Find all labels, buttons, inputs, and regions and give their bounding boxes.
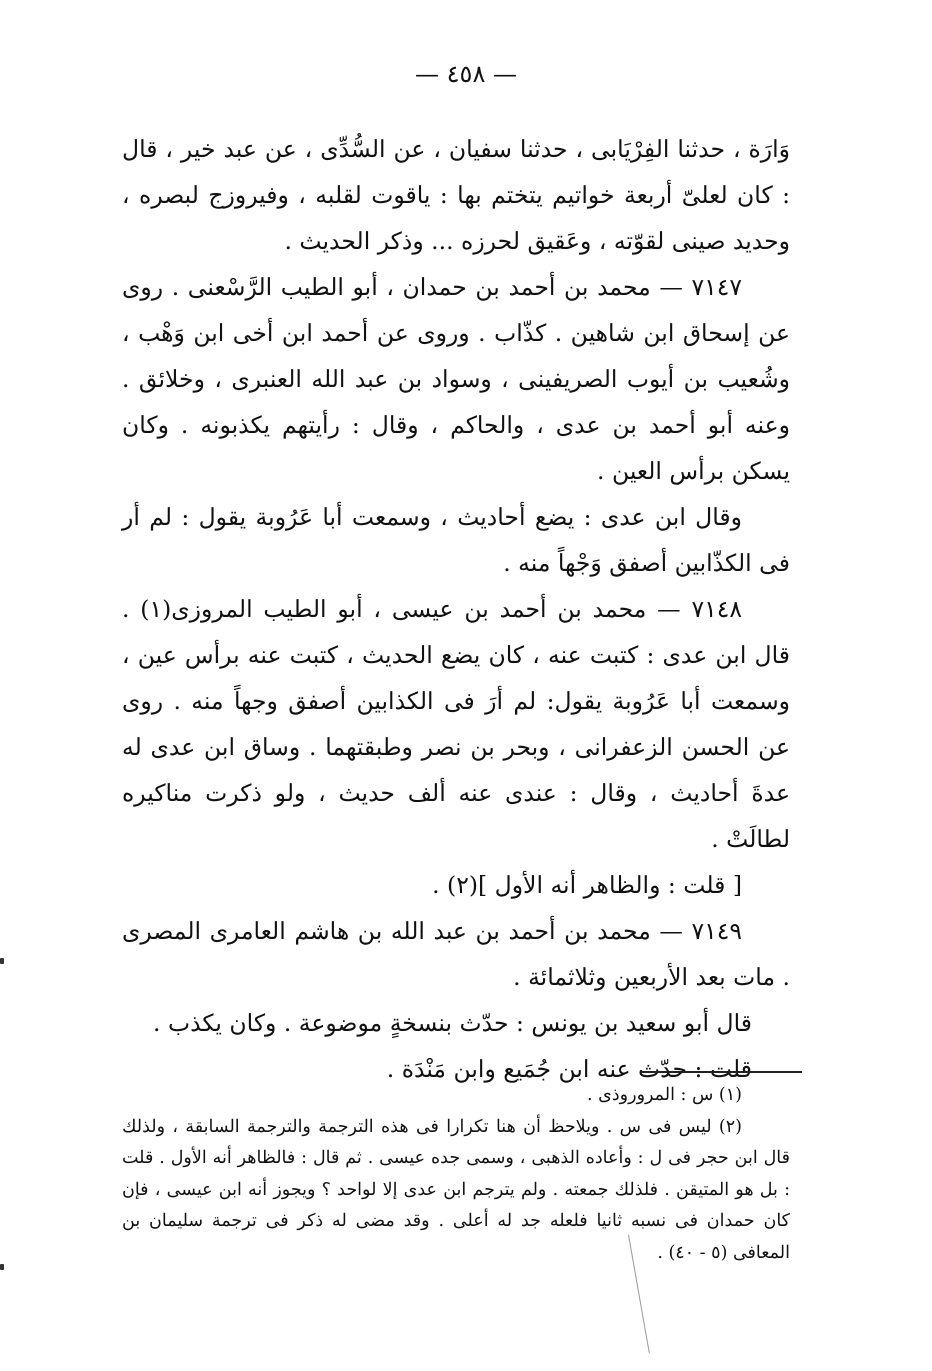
footnote-1: (١) س : المروروذى . xyxy=(587,1085,742,1105)
paragraph-editor-note: [ قلت : والظاهر أنه الأول ](٢) . xyxy=(432,871,742,899)
paragraph-ibn-yunus: قال أبو سعيد بن يونس : حدّث بنسخةٍ موضوعة . وكان يكذب . xyxy=(153,1009,752,1037)
scan-mark xyxy=(0,1264,4,1270)
entry-7147: ٧١٤٧ — محمد بن أحمد بن حمدان ، أبو الطيب الرَّسْعنى . روى عن إسحاق ابن شاهين . كذّاب . وروى عن أحمد ابن أخى ابن وَهْب ، وشُعيب بن أيوب الصريفينى ، وسواد بن عبد الله العنبرى ، وخلائق . وعنه أبو أحمد بن عدى ، والحاكم ، وقال : رأيتهم يكذبونه . وكان يسكن برأس العين . xyxy=(122,273,790,485)
main-text xyxy=(122,126,790,1092)
paragraph-qult: قلت : حدّث عنه ابن جُمَيع وابن مَنْدَة . xyxy=(386,1055,752,1083)
footnote-separator xyxy=(640,1071,802,1073)
footnote-2: (٢) ليس فى س . ويلاحظ أن هنا تكرارا فى هذه الترجمة والترجمة السابقة ، ولذلك قال ابن حجر فى ل : وأعاده الذهبى ، وسمى جده عيسى . ثم قال : فالظاهر أنه الأول . قلت : بل هو المتيقن . فلذلك جمعته . ولم يترجم ابن عدى إلا لواحد ؟ ويجوز أنه ابن عيسى ، فإن كان حمدان فى نسبه ثانيا فلعله جد له أعلى . وقد مضى له ذكر فى ترجمة سليمان بن المعافى (٥ - ٤٠) . xyxy=(122,1116,790,1263)
entry-7149: ٧١٤٩ — محمد بن أحمد بن عبد الله بن هاشم العامرى المصرى . مات بعد الأربعين وثلاثمائة . xyxy=(122,917,790,991)
paragraph-hadith-continuation: وَارَة ، حدثنا الفِرْيَابى ، حدثنا سفيان ، عن السُّدِّى ، عن عبد خير ، قال : كان لعلىّ أربعة خواتيم يتختم بها : ياقوت لقلبه ، وفيروزج لبصره ، وحديد صينى لقوّته ، وعَقيق لحرزه ... وذكر الحديث . xyxy=(122,135,790,255)
paragraph-ibn-adi: وقال ابن عدى : يضع أحاديث ، وسمعت أبا عَرُوبة يقول : لم أر فى الكذّابين أصفق وَجْهاً منه . xyxy=(122,503,790,577)
entry-7148: ٧١٤٨ — محمد بن أحمد بن عيسى ، أبو الطيب المروزى(١) . قال ابن عدى : كتبت عنه ، كان يضع الحديث ، كتبت عنه برأس عين ، وسمعت أبا عَرُوبة يقول: لم أرَ فى الكذابين أصفق وجهاً منه . روى عن الحسن الزعفرانى ، وبحر بن نصر وطبقتهما . وساق ابن عدى له عدةَ أحاديث ، وقال : عندى عنه ألف حديث ، ولو ذكرت مناكيره لطالَتْ . xyxy=(122,595,790,853)
page-number: — ٤٥٨ — xyxy=(415,60,517,88)
scan-mark xyxy=(0,958,4,964)
footnotes xyxy=(122,1080,790,1269)
